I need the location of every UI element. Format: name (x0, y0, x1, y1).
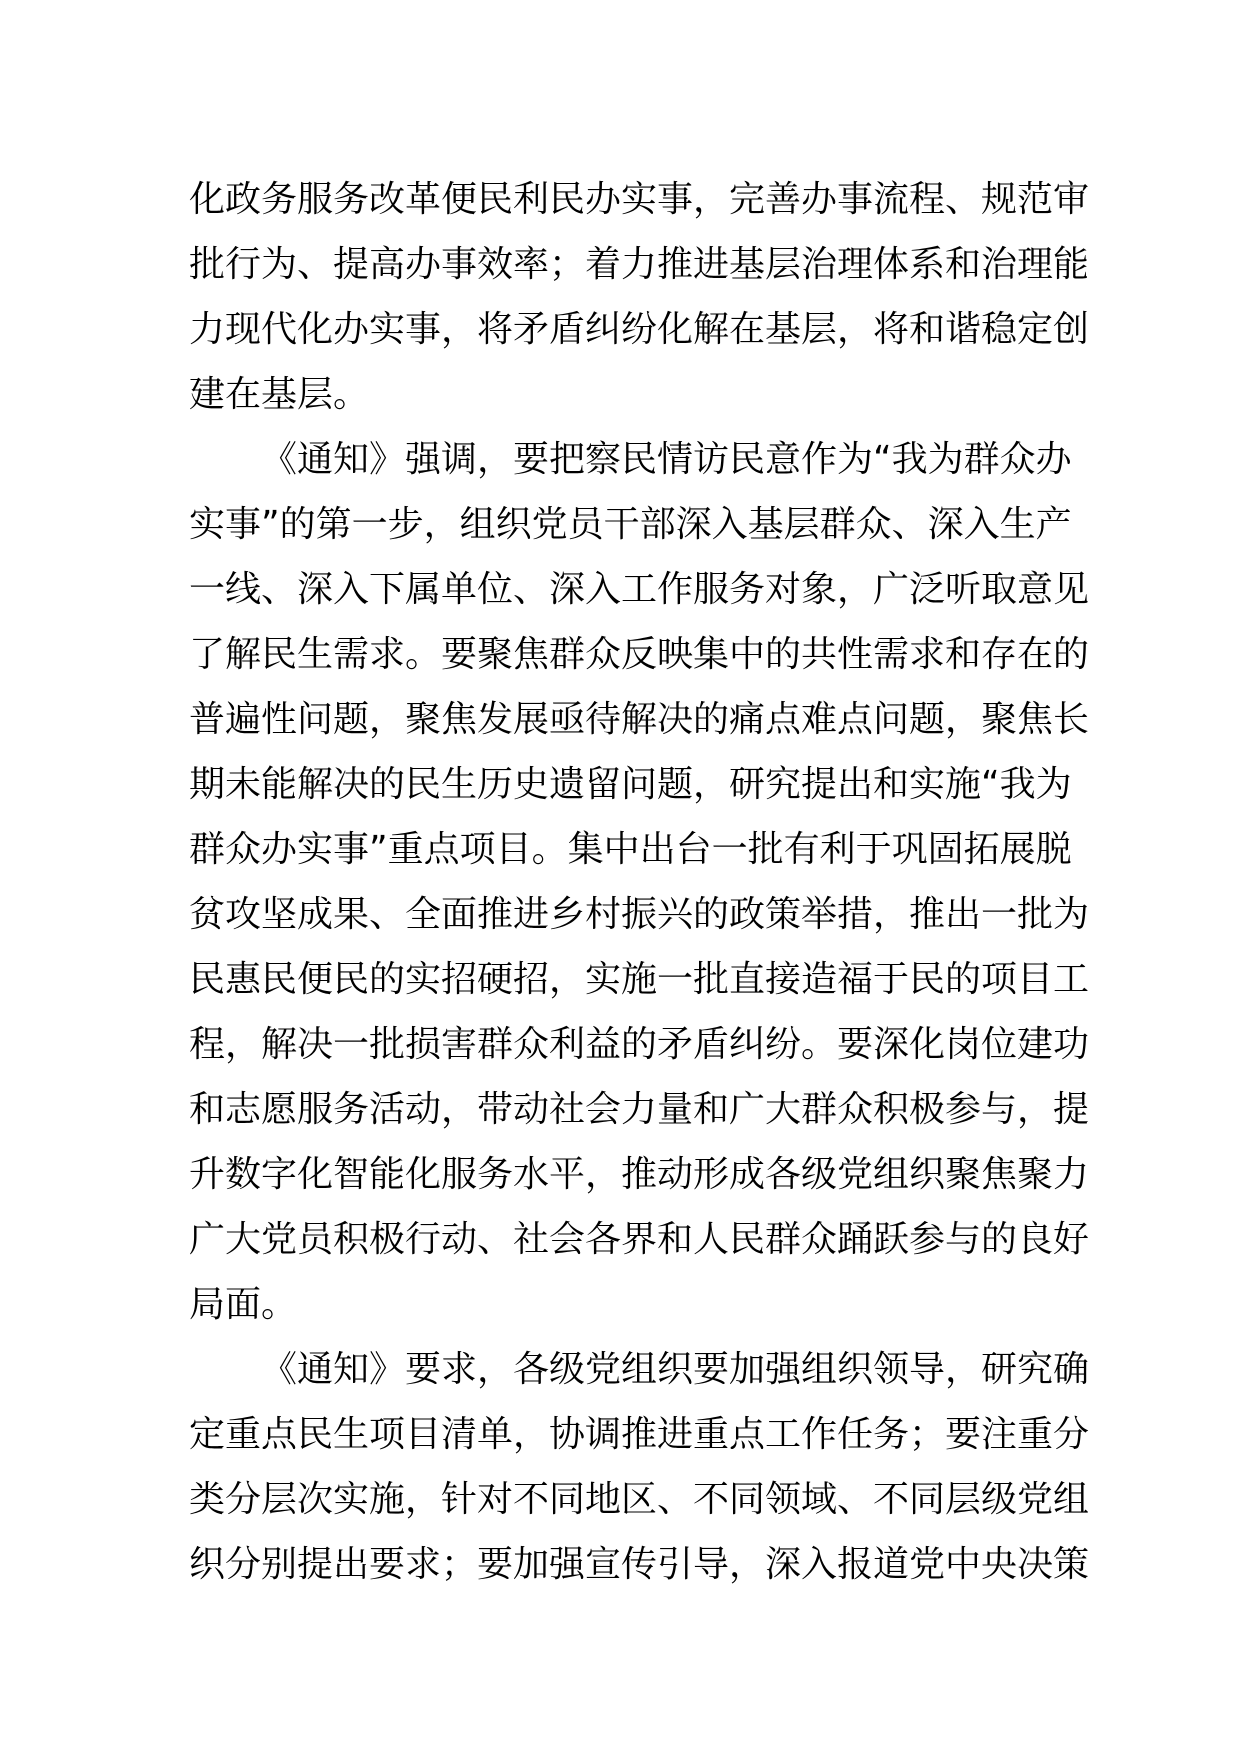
paragraph (189, 1337, 1090, 1597)
text-line: 批行为、提高办事效率；着力推进基层治理体系和治理能 (189, 244, 1090, 285)
text-line: 力现代化办实事，将矛盾纠纷化解在基层，将和谐稳定创 (189, 309, 1090, 350)
text-line: 实事”的第一步，组织党员干部深入基层群众、深入生产 (189, 504, 1072, 545)
text-line: 群众办实事”重点项目。集中出台一批有利于巩固拓展脱 (189, 829, 1072, 870)
text-line: 民惠民便民的实招硬招，实施一批直接造福于民的项目工 (189, 959, 1090, 1000)
text-line: 类分层次实施，针对不同地区、不同领域、不同层级党组 (189, 1479, 1090, 1520)
text-line: 贫攻坚成果、全面推进乡村振兴的政策举措，推出一批为 (189, 894, 1090, 935)
text-line: 程，解决一批损害群众利益的矛盾纠纷。要深化岗位建功 (189, 1024, 1090, 1065)
text-line: 普遍性问题，聚焦发展亟待解决的痛点难点问题，聚焦长 (189, 699, 1090, 740)
text-line: 局面。 (189, 1284, 298, 1325)
text-line: 《通知》要求，各级党组织要加强组织领导，研究确 (261, 1349, 1090, 1390)
text-line: 升数字化智能化服务水平，推动形成各级党组织聚焦聚力 (189, 1154, 1090, 1195)
document-body (189, 167, 1090, 1597)
text-line: 期未能解决的民生历史遗留问题，研究提出和实施“我为 (189, 764, 1072, 805)
paragraph (189, 167, 1090, 427)
text-line: 一线、深入下属单位、深入工作服务对象，广泛听取意见 (189, 569, 1090, 610)
text-line: 织分别提出要求；要加强宣传引导，深入报道党中央决策 (189, 1544, 1090, 1585)
text-line: 化政务服务改革便民利民办实事，完善办事流程、规范审 (189, 179, 1090, 220)
paragraph (189, 427, 1090, 1337)
text-line: 《通知》强调，要把察民情访民意作为“我为群众办 (261, 439, 1072, 480)
text-line: 广大党员积极行动、社会各界和人民群众踊跃参与的良好 (189, 1219, 1090, 1260)
text-line: 和志愿服务活动，带动社会力量和广大群众积极参与，提 (189, 1089, 1090, 1130)
text-line: 定重点民生项目清单，协调推进重点工作任务；要注重分 (189, 1414, 1090, 1455)
text-line: 建在基层。 (189, 374, 370, 415)
text-line: 了解民生需求。要聚焦群众反映集中的共性需求和存在的 (189, 634, 1090, 675)
